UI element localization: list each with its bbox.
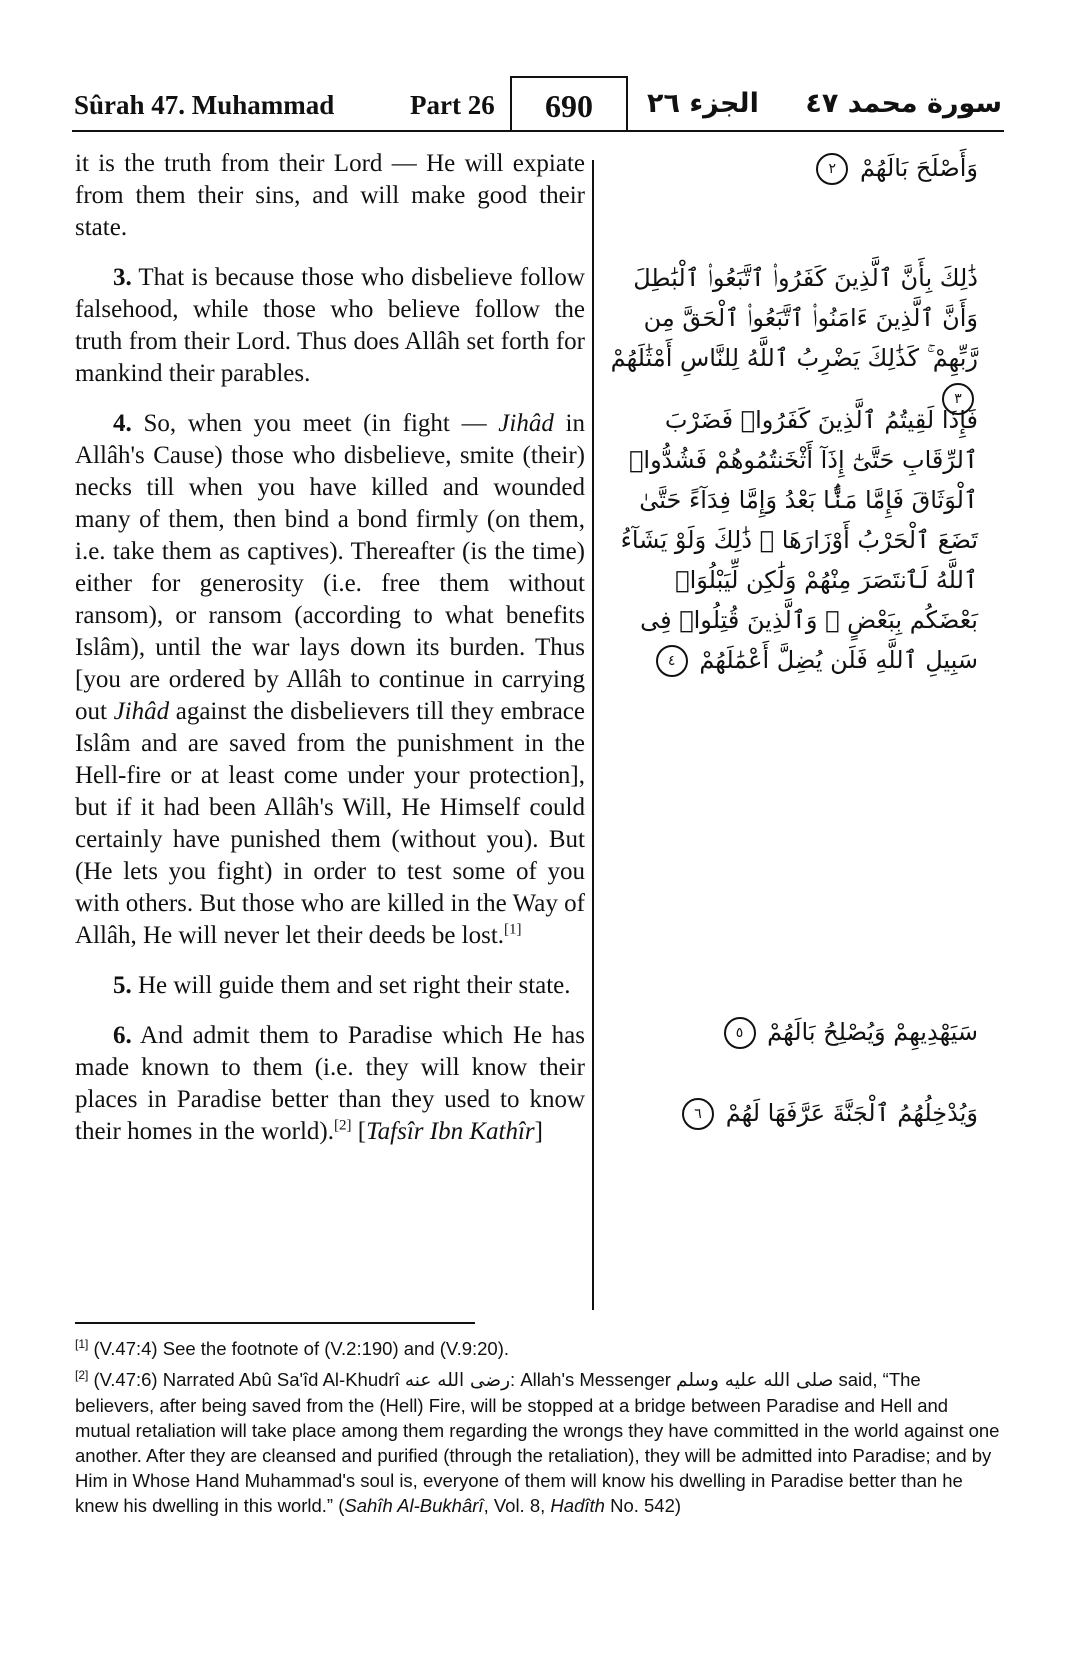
- footnote-ref[interactable]: [1]: [504, 921, 522, 938]
- verse-5: 5. He will guide them and set right their state.: [113, 972, 571, 999]
- page-number-box: [510, 76, 628, 130]
- header-rule: [72, 130, 1004, 132]
- ayah-number-icon: ٦: [682, 1098, 714, 1130]
- verse-3: 3. That is because those who disbelieve follow falsehood, while those who believe follow the truth from their Lord. Thus does Allâh set forth for mankind their parables.: [75, 264, 585, 387]
- arabic-verse-4: فَإِذَا لَقِيتُمُ ٱلَّذِينَ كَفَرُوا۟ فَضَرْبَ ٱلرِّقَابِ حَتَّىٰٓ إِذَآ أَثْخَنتُمُوهُمْ فَشُدُّوا۟ ٱلْوَثَاقَ فَإِمَّا مَنًّۢا بَعْدُ وَإِمَّا فِدَآءً حَتَّىٰ تَضَعَ ٱلْحَرْبُ أَوْزَارَهَا ۚ ذَٰلِكَ وَلَوْ يَشَآءُ ٱللَّهُ لَٱنتَصَرَ مِنْهُمْ وَلَٰكِن لِّيَبْلُوَا۟ بَعْضَكُم بِبَعْضٍ ۗ وَٱلَّذِينَ قُتِلُوا۟ فِى سَبِيلِ ٱللَّهِ فَلَن يُضِلَّ أَعْمَٰلَهُمْ ٤: [608, 400, 978, 680]
- verse-2-continuation: it is the truth from their Lord — He will expiate from them their sins, and will make good their state.: [75, 150, 585, 241]
- part-label: Part 26: [410, 90, 495, 120]
- arabic-surah-title: سورة محمد ٤٧: [805, 88, 1002, 119]
- arabic-verse-5: سَيَهْدِيهِمْ وَيُصْلِحُ بَالَهُمْ ٥: [608, 1012, 978, 1052]
- column-divider: [592, 160, 594, 1310]
- footnote-rule: [75, 1322, 475, 1324]
- verse-6: 6. And admit them to Paradise which He has made known to them (i.e. they will know their places in Paradise better than they used to know their homes in the world).[2] [Tafsîr Ibn Kathîr]: [75, 1022, 586, 1145]
- ayah-number-icon: ٣: [942, 383, 974, 415]
- verse-number: 3.: [113, 264, 132, 291]
- surah-title: Sûrah 47. Muhammad: [74, 90, 335, 120]
- arabic-verse-3: ذَٰلِكَ بِأَنَّ ٱلَّذِينَ كَفَرُوا۟ ٱتَّبَعُوا۟ ٱلْبَٰطِلَ وَأَنَّ ٱلَّذِينَ ءَامَنُوا۟ ٱتَّبَعُوا۟ ٱلْحَقَّ مِن رَّبِّهِمْ ۚ كَذَٰلِكَ يَضْرِبُ ٱللَّهُ لِلنَّاسِ أَمْثَٰلَهُمْ ٣: [608, 258, 978, 418]
- ayah-number-icon: ٢: [816, 153, 848, 185]
- page-header: [72, 76, 1002, 132]
- verse-number: 4.: [113, 410, 132, 437]
- ayah-number-icon: ٤: [656, 645, 688, 677]
- verse-number: 5.: [113, 972, 132, 999]
- verse-number: 6.: [113, 1022, 132, 1049]
- verse-4: 4. So, when you meet (in fight — Jihâd in Allâh's Cause) those who disbelieve, smite (their) necks till when you have killed and wounded many of them, then bind a bond firmly (on them, i.e. take them as captives). Thereafter (is the time) either for generosity (i.e. free them without ransom), or ransom (according to what benefits Islâm), until the war lays down its burden. Thus [you are ordered by Allâh to continue in carrying out Jihâd against the disbelievers till they embrace Islâm and are saved from the punishment in the Hell-fire or at least come under your protection], but if it had been Allâh's Will, He Himself could certainly have punished them (without you). But (He lets you fight) in order to test some of you with others. But those who are killed in the Way of Allâh, He will never let their deeds be lost.[1]: [75, 410, 585, 949]
- ayah-number-icon: ٥: [724, 1017, 756, 1049]
- reference: Tafsîr Ibn Kathîr: [366, 1118, 535, 1145]
- arabic-verse-2: وَأَصْلَحَ بَالَهُمْ ٢: [608, 148, 978, 188]
- page-number: 690: [545, 88, 593, 124]
- arabic-verse-6: وَيُدْخِلُهُمُ ٱلْجَنَّةَ عَرَّفَهَا لَهُمْ ٦: [608, 1093, 978, 1133]
- footnote-1: [1] (V.47:4) See the footnote of (V.2:190) and (V.9:20).: [75, 1336, 510, 1359]
- footnotes: [75, 1336, 1000, 1524]
- footnote-2: [2] (V.47:6) Narrated Abû Sa'îd Al-Khudrî رضى الله عنه: Allah's Messenger صلى الله عليه وسلم said, “The believers, after being saved from the (Hell) Fire, will be stopped at a bridge between Paradise and Hell and mutual retaliation will take place among them regarding the wrongs they have committed in the world against one another. After they are cleansed and purified (through the retaliation), they will be admitted into Paradise; and by Him in Whose Hand Muhammad's soul is, everyone of them will know his dwelling in Paradise better than he knew his dwelling in this world.” (Sahîh Al-Bukhârî, Vol. 8, Hadîth No. 542): [75, 1367, 1000, 1516]
- english-column: [75, 148, 585, 1148]
- arabic-part-label: الجزء ٢٦: [647, 88, 759, 119]
- footnote-ref[interactable]: [2]: [333, 1117, 352, 1134]
